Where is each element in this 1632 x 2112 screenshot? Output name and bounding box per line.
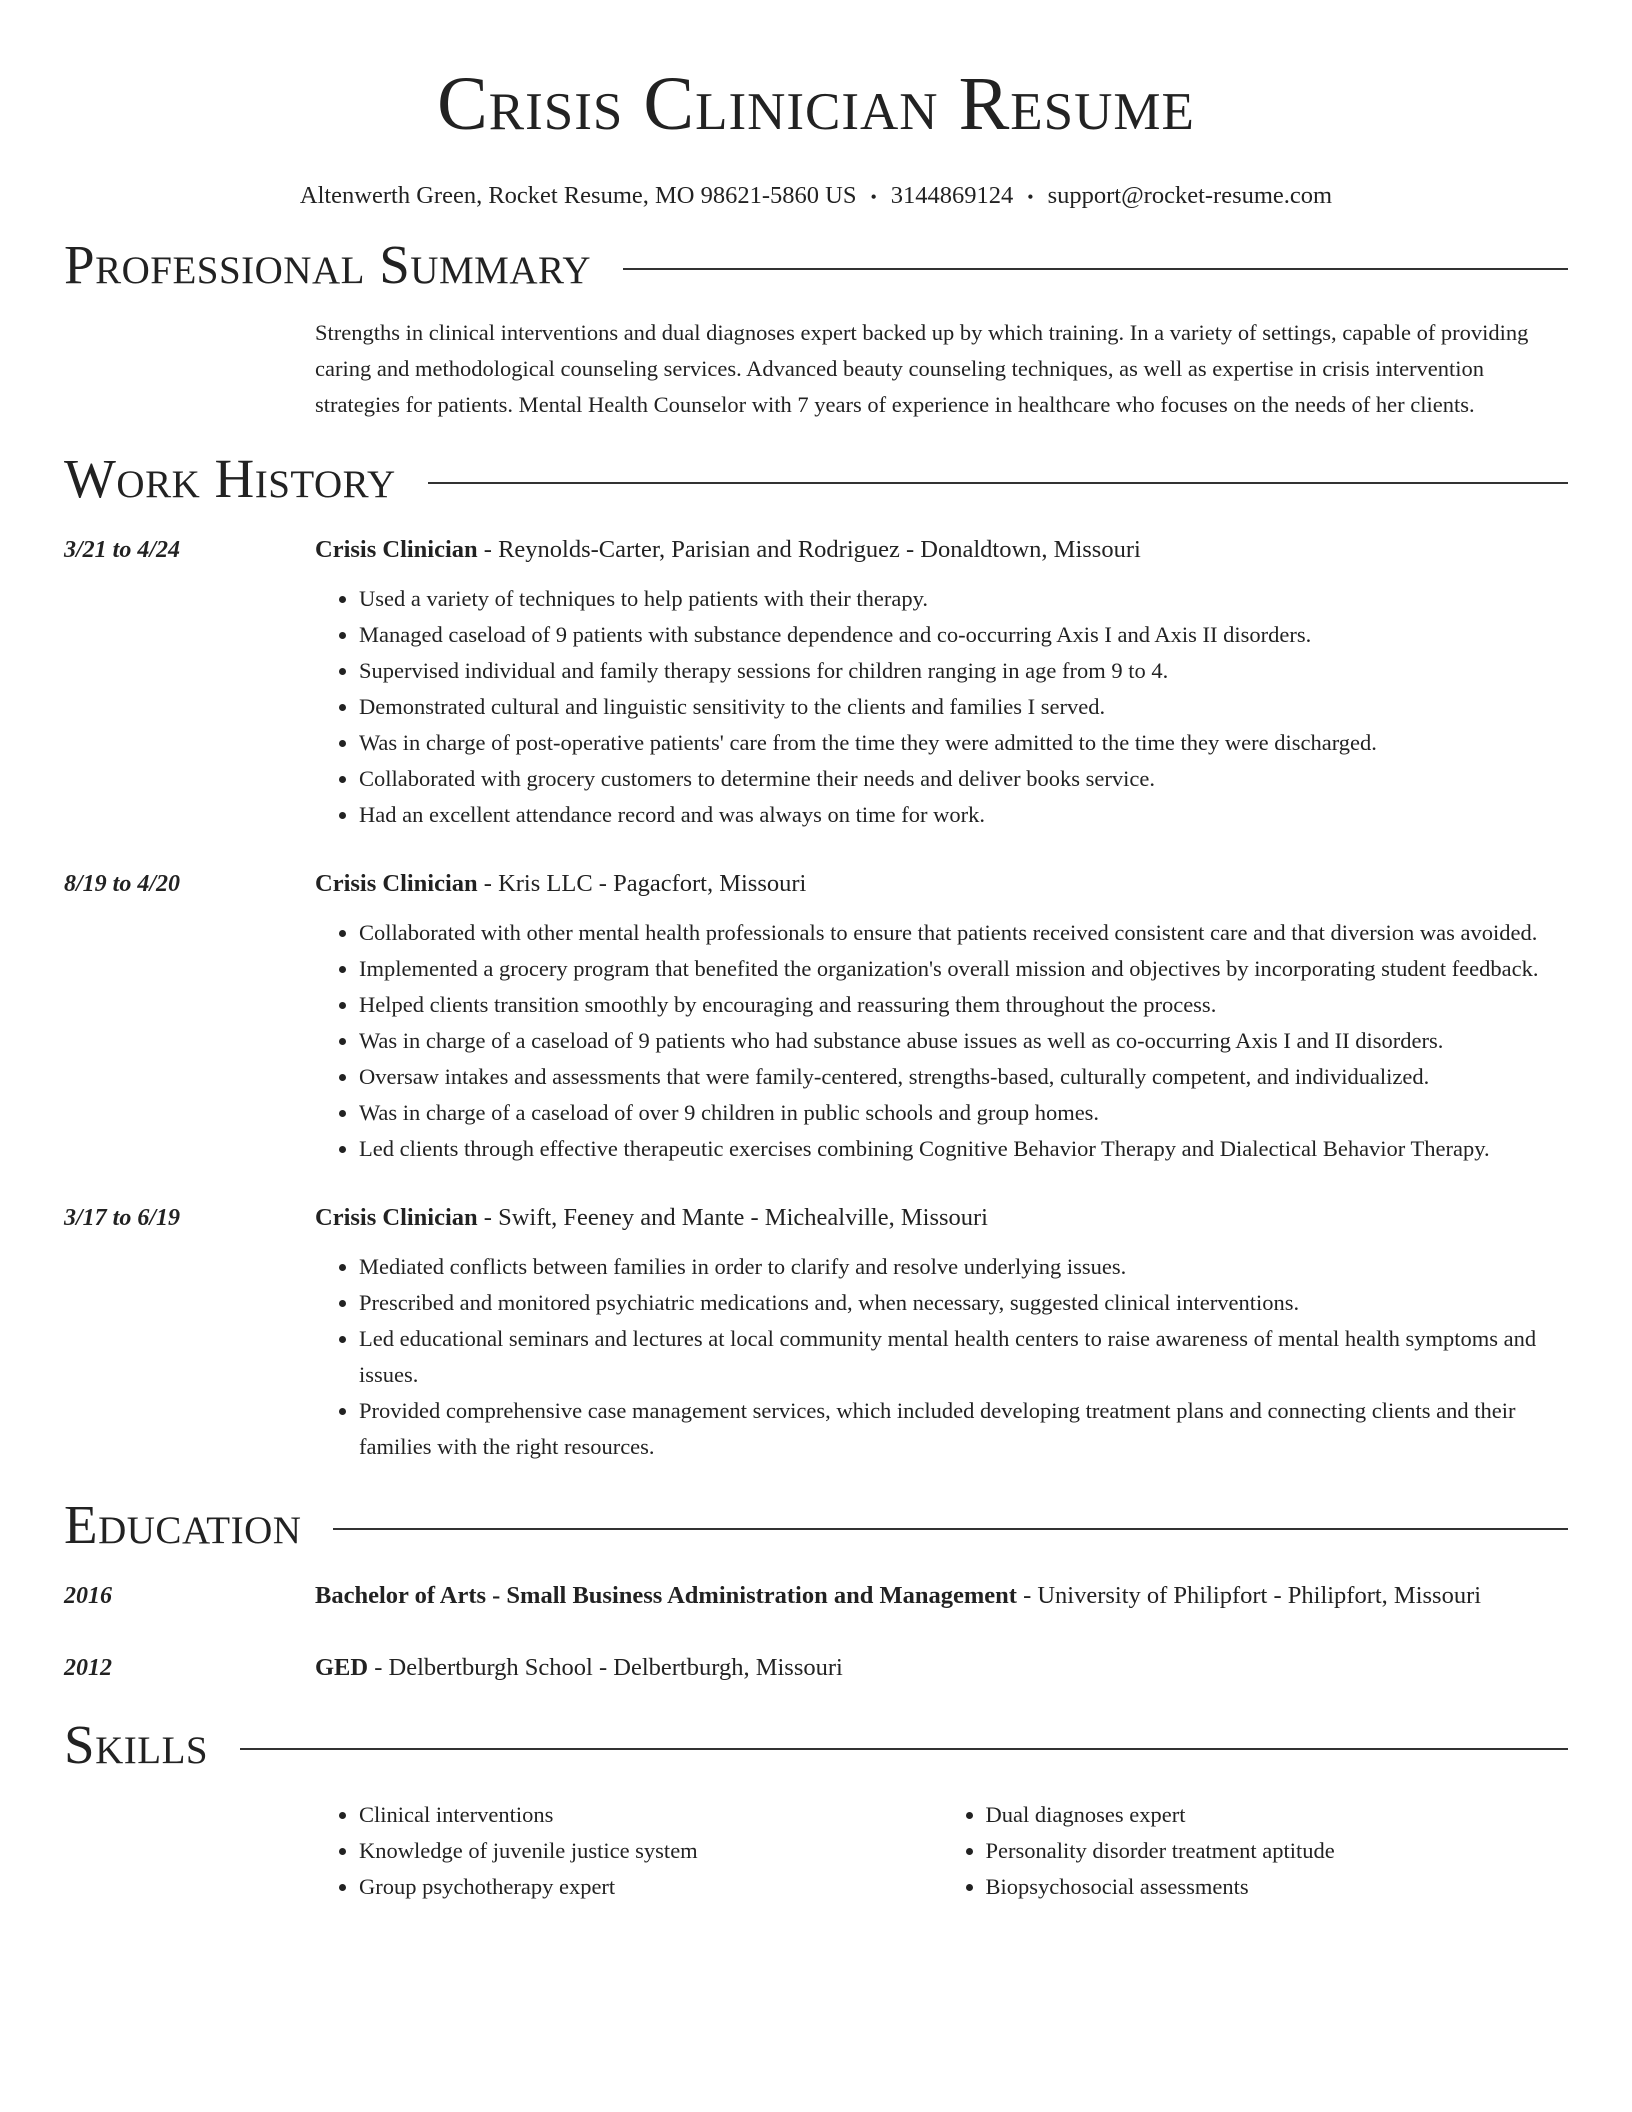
job-details: - Swift, Feeney and Mante - Michealville, Missouri [477,1204,988,1232]
education-title [315,1649,1568,1687]
list-item: • Supervised individual and family therapy sessions for children ranging in age from 9 to 4. [359,653,1568,689]
education-section-header [64,1493,1568,1557]
skill-item: • Clinical interventions [359,1797,942,1833]
work-bullets [315,1249,1568,1465]
contact-separator: • [1027,187,1034,208]
list-item: • Oversaw intakes and assessments that were family-centered, strengths-based, culturally competent, and individualized. [359,1059,1568,1095]
work-bullets [315,915,1568,1167]
list-item: • Led educational seminars and lectures at local community mental health centers to raise awareness of mental health symptoms and issues. [359,1321,1568,1393]
section-divider [428,482,1568,484]
degree: Bachelor of Arts - Small Business Administration and Management [315,1582,1017,1610]
job-role: Crisis Clinician [315,870,478,898]
list-item: • Was in charge of post-operative patients' care from the time they were admitted to the time they were discharged. [359,725,1568,761]
work-title [315,531,1568,569]
list-item: • Managed caseload of 9 patients with substance dependence and co-occurring Axis I and Axis II disorders. [359,617,1568,653]
job-details: - Reynolds-Carter, Parisian and Rodriguez - Donaldtown, Missouri [477,536,1141,564]
work-heading: Work History [64,448,396,510]
skills-heading: Skills [64,1714,209,1776]
work-section-header [64,447,1568,511]
list-item: • Was in charge of a caseload of 9 patients who had substance abuse issues as well as co-occurring Axis I and II disorders. [359,1023,1568,1059]
education-year: 2016 [64,1583,112,1610]
education-year: 2012 [64,1655,112,1682]
section-divider [623,268,1568,270]
list-item: • Demonstrated cultural and linguistic sensitivity to the clients and families I served. [359,689,1568,725]
contact-separator: • [870,187,877,208]
list-item: • Had an excellent attendance record and was always on time for work. [359,797,1568,833]
list-item: • Collaborated with grocery customers to determine their needs and deliver books service. [359,761,1568,797]
education-heading: Education [64,1494,302,1556]
skill-item: • Biopsychosocial assessments [986,1869,1569,1905]
contact-phone: 3144869124 [890,182,1014,209]
skill-item: • Group psychotherapy expert [359,1869,942,1905]
skills-column-left [315,1797,942,1905]
summary-heading: Professional Summary [64,234,592,296]
contact-line [0,180,1632,213]
list-item: • Used a variety of techniques to help patients with their therapy. [359,581,1568,617]
work-title [315,865,1568,903]
job-details: - Kris LLC - Pagacfort, Missouri [477,870,807,898]
job-role: Crisis Clinician [315,536,478,564]
skill-item: • Knowledge of juvenile justice system [359,1833,942,1869]
work-title [315,1199,1568,1237]
degree: GED [315,1654,369,1682]
section-divider [240,1748,1568,1750]
contact-email[interactable]: support@rocket-resume.com [1047,182,1333,209]
job-role: Crisis Clinician [315,1204,478,1232]
work-dates: 3/21 to 4/24 [64,537,181,564]
list-item: • Helped clients transition smoothly by encouraging and reassuring them throughout the process. [359,987,1568,1023]
school-details: - University of Philipfort - Philipfort, Missouri [1016,1582,1482,1610]
education-entry [64,1577,1568,1615]
work-dates: 8/19 to 4/20 [64,871,181,898]
education-title [315,1577,1568,1615]
contact-address: Altenwerth Green, Rocket Resume, MO 98621-5860 US [299,182,857,209]
section-divider [333,1528,1568,1530]
list-item: • Mediated conflicts between families in order to clarify and resolve underlying issues. [359,1249,1568,1285]
skills-list [315,1797,1568,1905]
summary-text: Strengths in clinical interventions and dual diagnoses expert backed up by which training. In a variety of settings, capable of providing caring and methodological counseling services. Advanced beauty counseling techniques, as well as expertise in crisis intervention strategies for patients. Mental Health Counselor with 7 years of experience in healthcare who focuses on the needs of her clients. [315,320,1529,418]
work-dates: 3/17 to 6/19 [64,1205,181,1232]
list-item: • Was in charge of a caseload of over 9 children in public schools and group homes. [359,1095,1568,1131]
list-item: • Provided comprehensive case management services, which included developing treatment plans and connecting clients and their families with the right resources. [359,1393,1568,1465]
list-item: • Led clients through effective therapeutic exercises combining Cognitive Behavior Therapy and Dialectical Behavior Therapy. [359,1131,1568,1167]
resume-title: Crisis Clinician Resume [437,62,1195,146]
skill-item: • Dual diagnoses expert [986,1797,1569,1833]
summary-section-header [64,233,1568,297]
work-entry [64,531,1568,833]
work-entry [64,865,1568,1167]
skills-section-header [64,1713,1568,1777]
list-item: • Implemented a grocery program that benefited the organization's overall mission and objectives by incorporating student feedback. [359,951,1568,987]
list-item: • Collaborated with other mental health professionals to ensure that patients received consistent care and that diversion was avoided. [359,915,1568,951]
list-item: • Prescribed and monitored psychiatric medications and, when necessary, suggested clinical interventions. [359,1285,1568,1321]
resume-header [0,0,1632,213]
education-entry [64,1649,1568,1687]
skill-item: • Personality disorder treatment aptitude [986,1833,1569,1869]
work-bullets [315,581,1568,833]
work-entry [64,1199,1568,1465]
skills-column-right [942,1797,1569,1905]
school-details: - Delbertburgh School - Delbertburgh, Missouri [368,1654,843,1682]
